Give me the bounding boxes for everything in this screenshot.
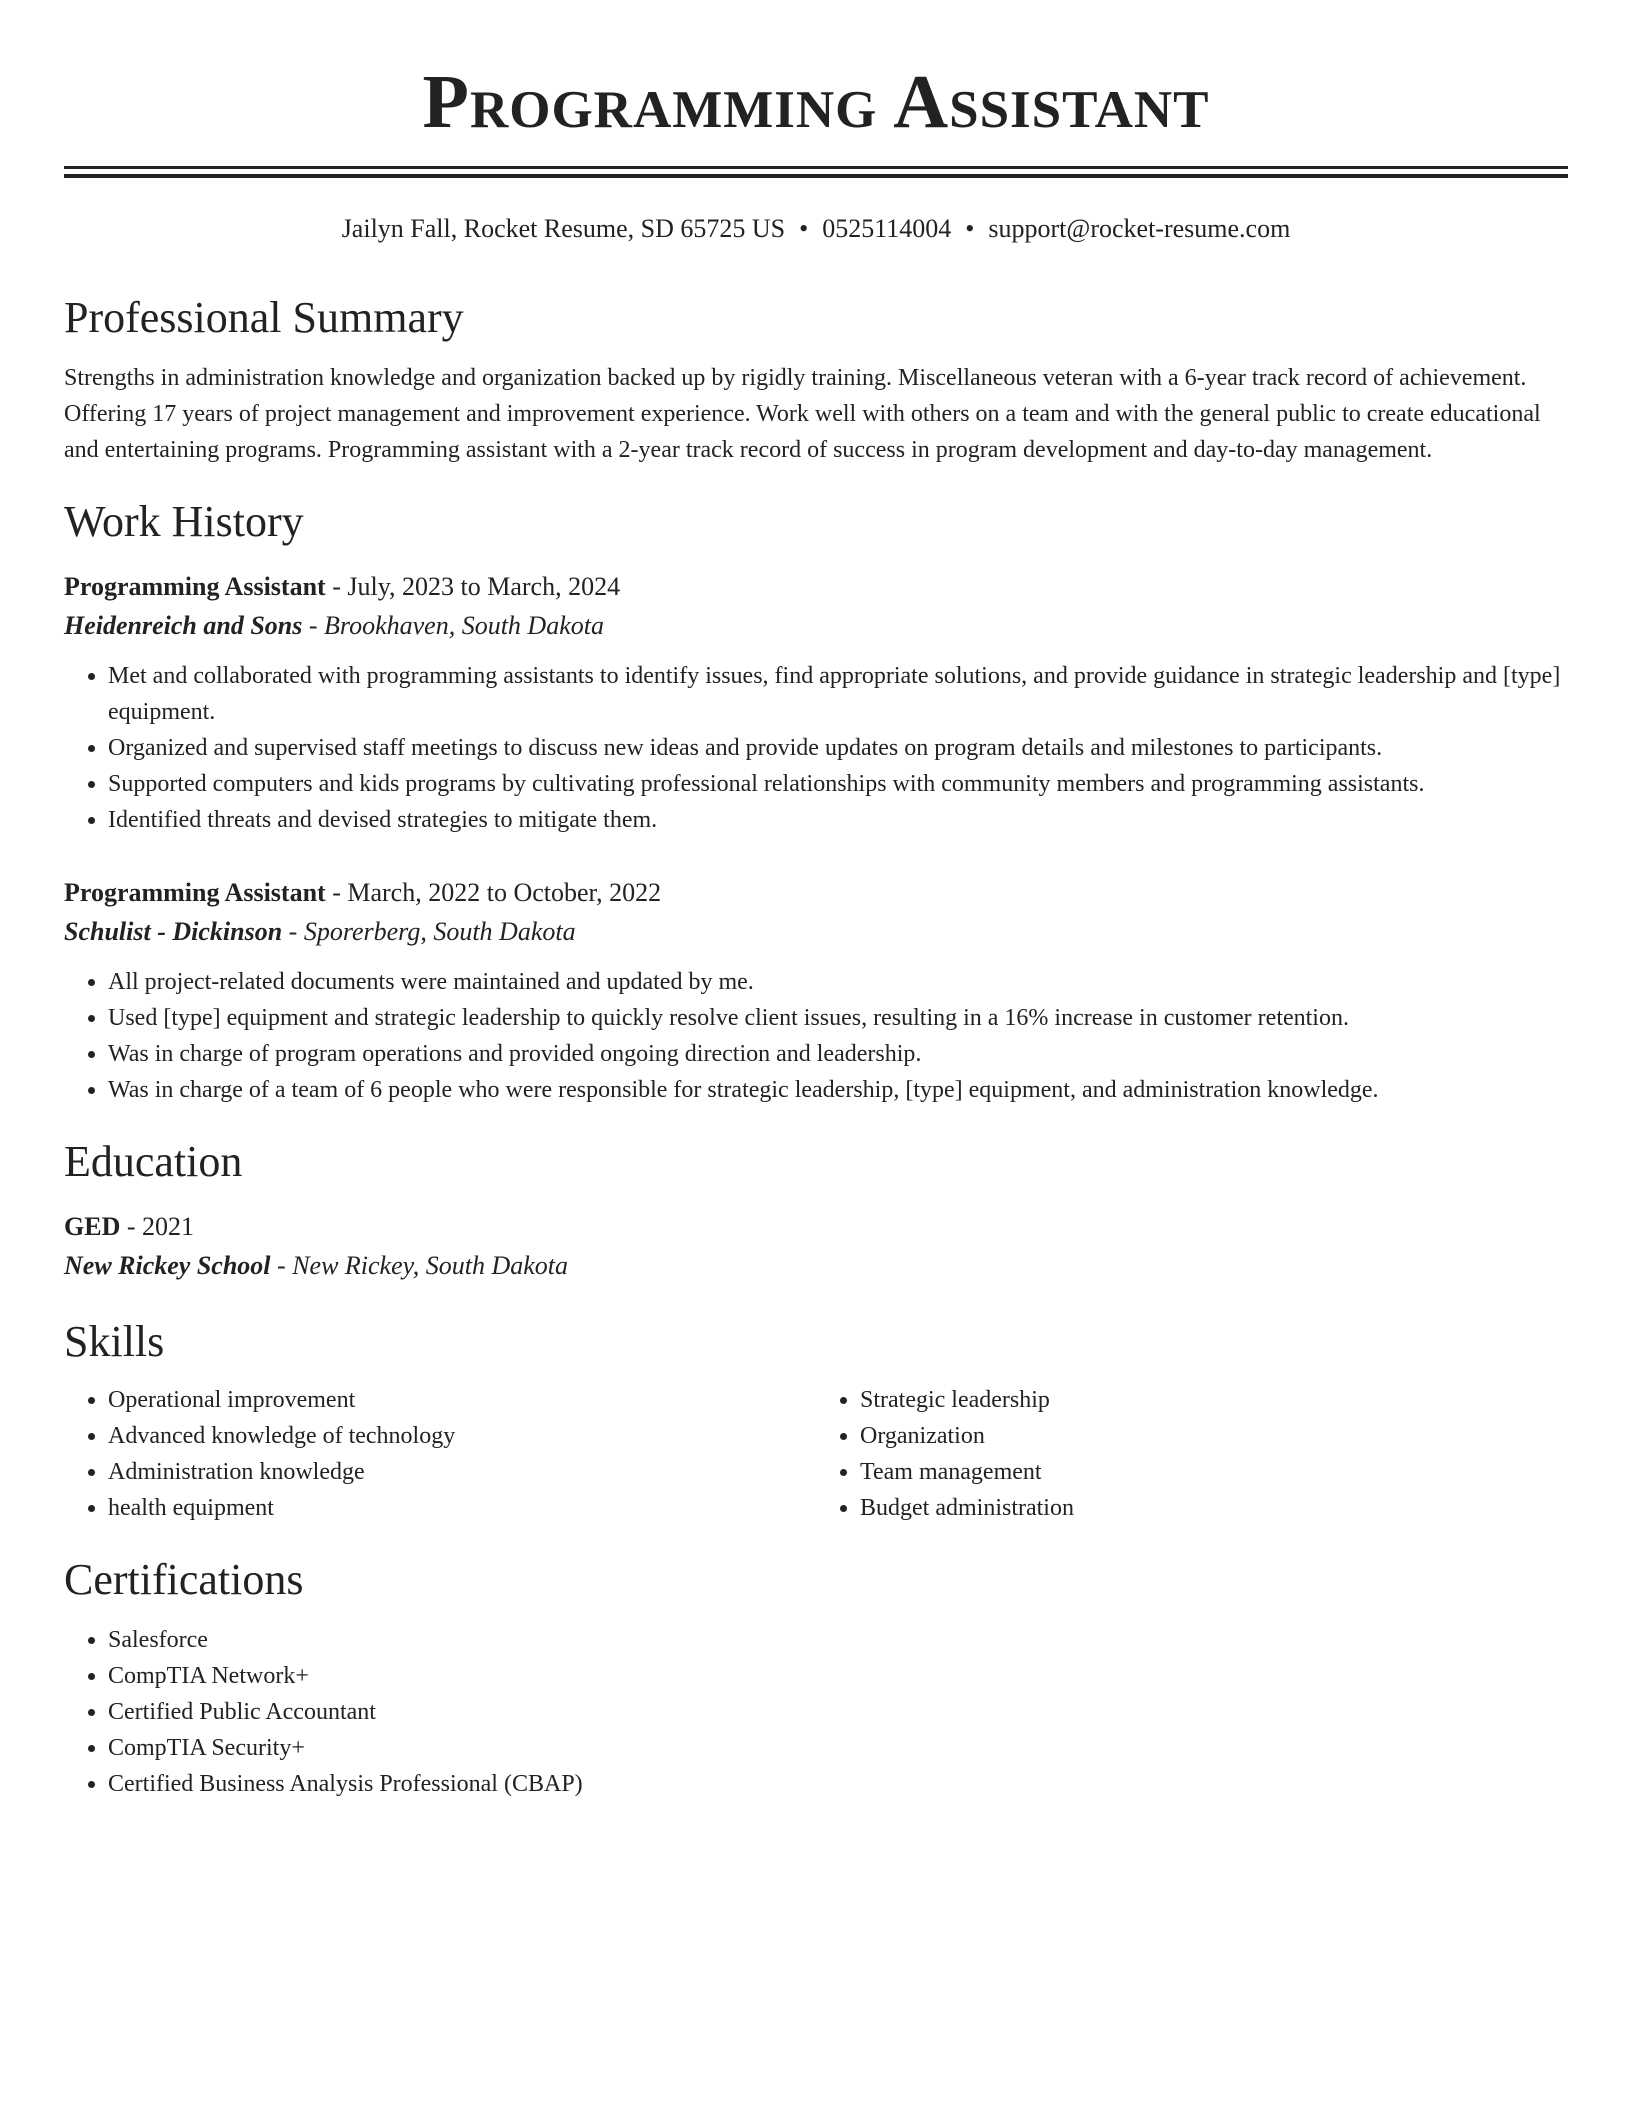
list-item: • Was in charge of a team of 6 people who were responsible for strategic leadership, [type] equipment, and administration knowledge. (108, 1072, 1568, 1108)
job-entry (64, 874, 1568, 1108)
education-degree: GED (64, 1212, 121, 1241)
list-item: • Certified Public Accountant (108, 1694, 1568, 1730)
list-item: • Team management (860, 1454, 1568, 1490)
education-section (64, 1136, 1568, 1286)
job-employer (64, 912, 1568, 952)
education-school: New Rickey School (64, 1251, 271, 1280)
summary-section (64, 292, 1568, 468)
contact-separator: • (965, 214, 975, 243)
skills-heading: Skills (64, 1317, 165, 1366)
list-item: • Salesforce (108, 1622, 1568, 1658)
skills-grid (64, 1382, 1568, 1526)
work-history-section (64, 496, 1568, 1108)
list-item: • CompTIA Network+ (108, 1658, 1568, 1694)
education-school-line (64, 1246, 1568, 1286)
education-location: - New Rickey, South Dakota (270, 1251, 569, 1280)
education-year: - 2021 (120, 1212, 195, 1241)
skills-right-column (816, 1382, 1568, 1526)
list-item: • All project-related documents were maintained and updated by me. (108, 964, 1568, 1000)
job-header (64, 874, 1568, 912)
list-item: • Operational improvement (108, 1382, 816, 1418)
list-item: • Met and collaborated with programming assistants to identify issues, find appropriate solutions, and provide guidance in strategic leadership and [type] equipment. (108, 658, 1568, 730)
contact-address: Jailyn Fall, Rocket Resume, SD 65725 US (341, 214, 786, 243)
resume-title: Programming Assistant (422, 60, 1210, 144)
list-item: • Organization (860, 1418, 1568, 1454)
list-item: • Supported computers and kids programs by cultivating professional relationships with community members and programming assistants. (108, 766, 1568, 802)
skills-section (64, 1316, 1568, 1526)
job-title: Programming Assistant (64, 572, 326, 601)
list-item: • health equipment (108, 1490, 816, 1526)
title-divider (64, 166, 1568, 178)
certifications-heading: Certifications (64, 1555, 304, 1604)
contact-line (64, 212, 1568, 246)
job-location: - Brookhaven, South Dakota (302, 611, 604, 640)
list-item: • Identified threats and devised strategies to mitigate them. (108, 802, 1568, 838)
job-dates: - March, 2022 to October, 2022 (325, 878, 662, 907)
education-heading: Education (64, 1137, 243, 1186)
list-item: • Strategic leadership (860, 1382, 1568, 1418)
job-location: - Sporerberg, South Dakota (282, 917, 576, 946)
list-item: • Used [type] equipment and strategic leadership to quickly resolve client issues, resulting in a 16% increase in customer retention. (108, 1000, 1568, 1036)
list-item: • Certified Business Analysis Professional (CBAP) (108, 1766, 1568, 1802)
job-header (64, 568, 1568, 606)
job-bullets (64, 658, 1568, 838)
list-item: • Was in charge of program operations and provided ongoing direction and leadership. (108, 1036, 1568, 1072)
summary-heading: Professional Summary (64, 293, 464, 342)
list-item: • Administration knowledge (108, 1454, 816, 1490)
job-company: Heidenreich and Sons (64, 611, 303, 640)
contact-email: support@rocket-resume.com (988, 214, 1291, 243)
job-employer (64, 606, 1568, 646)
list-item: • Advanced knowledge of technology (108, 1418, 816, 1454)
list-item: • CompTIA Security+ (108, 1730, 1568, 1766)
list-item: • Budget administration (860, 1490, 1568, 1526)
certifications-section (64, 1554, 1568, 1802)
job-entry (64, 568, 1568, 838)
summary-text: Strengths in administration knowledge and organization backed up by rigidly training. Miscellaneous veteran with a 6-year track record of achievement. Offering 17 years of project management and improvement experience. Work well with others on a team and with the general public to create educational and entertaining programs. Programming assistant with a 2-year track record of success in program development and day-to-day management. (64, 365, 1541, 463)
education-entry (64, 1208, 1568, 1286)
list-item: • Organized and supervised staff meetings to discuss new ideas and provide updates on program details and milestones to participants. (108, 730, 1568, 766)
certifications-list (64, 1622, 1568, 1802)
education-header (64, 1208, 1568, 1246)
job-dates: - July, 2023 to March, 2024 (325, 572, 621, 601)
work-history-heading: Work History (64, 497, 304, 546)
contact-phone: 0525114004 (822, 214, 952, 243)
job-title: Programming Assistant (64, 878, 326, 907)
job-company: Schulist - Dickinson (64, 917, 283, 946)
contact-separator: • (799, 214, 809, 243)
skills-left-column (64, 1382, 816, 1526)
job-bullets (64, 964, 1568, 1108)
